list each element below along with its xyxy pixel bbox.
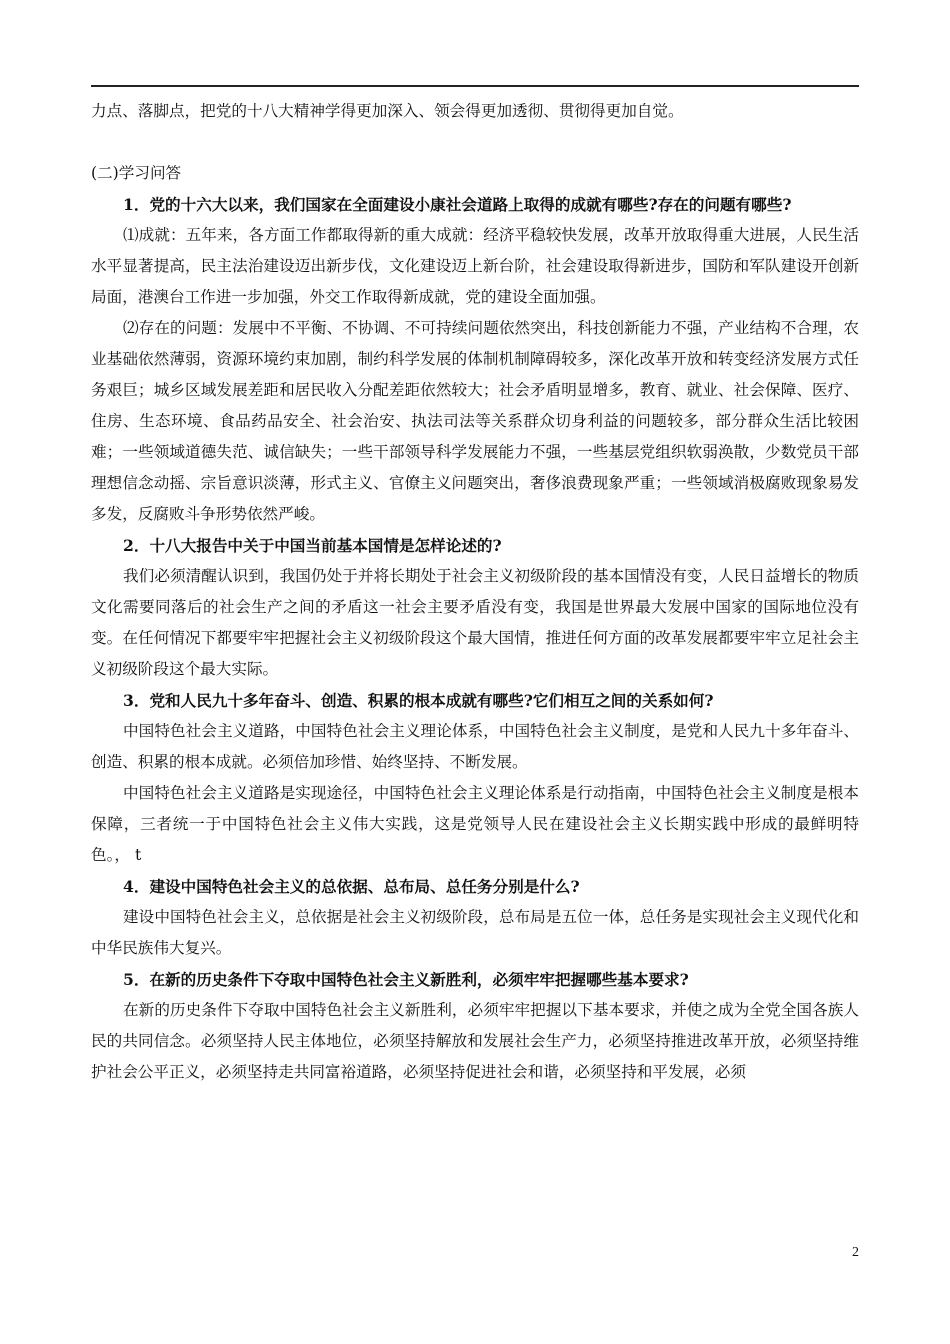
question-2: 2．十八大报告中关于中国当前基本国情是怎样论述的? [123,536,502,555]
section-title: (二)学习问答 [91,164,182,182]
question-4: 4．建设中国特色社会主义的总依据、总布局、总任务分别是什么? [123,877,580,896]
answer-3-part-1: 中国特色社会主义道路，中国特色社会主义理论体系，中国特色社会主义制度，是党和人民九十多年奋斗、创造、积累的根本成就。必须倍加珍惜、始终坚持、不断发展。 [91,722,859,771]
answer-5: 在新的历史条件下夺取中国特色社会主义新胜利，必须牢牢把握以下基本要求，并使之成为全党全国各族人民的共同信念。必须坚持人民主体地位，必须坚持解放和发展社会生产力，必须坚持推进改革开放，必须坚持维护社会公平正义，必须坚持走共同富裕道路，必须坚持促进社会和谐，必须坚持和平发展，必须 [91,1001,859,1081]
question-1: 1．党的十六大以来，我们国家在全面建设小康社会道路上取得的成就有哪些?存在的问题有哪些? [123,195,792,214]
question-5: 5．在新的历史条件下夺取中国特色社会主义新胜利，必须牢牢把握哪些基本要求? [123,970,689,989]
answer-3-part-2: 中国特色社会主义道路是实现途径，中国特色社会主义理论体系是行动指南，中国特色社会主义制度是根本保障，三者统一于中国特色社会主义伟大实践，这是党领导人民在建设社会主义长期实践中形成的最鲜明特色。， t [91,784,859,864]
question-3: 3．党和人民九十多年奋斗、创造、积累的根本成就有哪些?它们相互之间的关系如何? [123,691,714,710]
continuation-paragraph: 力点、落脚点，把党的十八大精神学得更加深入、领会得更加透彻、贯彻得更加自觉。 [91,102,684,120]
answer-1-achievements: ⑴成就：五年来，各方面工作都取得新的重大成就：经济平稳较快发展，改革开放取得重大进展，人民生活水平显著提高，民主法治建设迈出新步伐，文化建设迈上新台阶，社会建设取得新进步，国防和军队建设开创新局面，港澳台工作进一步加强，外交工作取得新成就，党的建设全面加强。 [91,226,859,306]
page-number: 2 [852,1245,859,1260]
answer-4: 建设中国特色社会主义，总依据是社会主义初级阶段，总布局是五位一体，总任务是实现社会主义现代化和中华民族伟大复兴。 [91,908,859,957]
header-rule [91,85,859,87]
answer-1-problems: ⑵存在的问题：发展中不平衡、不协调、不可持续问题依然突出，科技创新能力不强，产业结构不合理，农业基础依然薄弱，资源环境约束加剧，制约科学发展的体制机制障碍较多，深化改革开放和转变经济发展方式任务艰巨；城乡区域发展差距和居民收入分配差距依然较大；社会矛盾明显增多，教育、就业、社会保障、医疗、住房、生态环境、食品药品安全、社会治安、执法司法等关系群众切身利益的问题较多，部分群众生活比较困难；一些领域道德失范、诚信缺失；一些干部领导科学发展能力不强，一些基层党组织软弱涣散，少数党员干部理想信念动摇、宗旨意识淡薄，形式主义、官僚主义问题突出，奢侈浪费现象严重；一些领域消极腐败现象易发多发，反腐败斗争形势依然严峻。 [91,319,859,523]
document-body [91,96,859,1088]
answer-2: 我们必须清醒认识到，我国仍处于并将长期处于社会主义初级阶段的基本国情没有变，人民日益增长的物质文化需要同落后的社会生产之间的矛盾这一社会主要矛盾没有变，我国是世界最大发展中国家的国际地位没有变。在任何情况下都要牢牢把握社会主义初级阶段这个最大国情，推进任何方面的改革发展都要牢牢立足社会主义初级阶段这个最大实际。 [91,567,859,678]
